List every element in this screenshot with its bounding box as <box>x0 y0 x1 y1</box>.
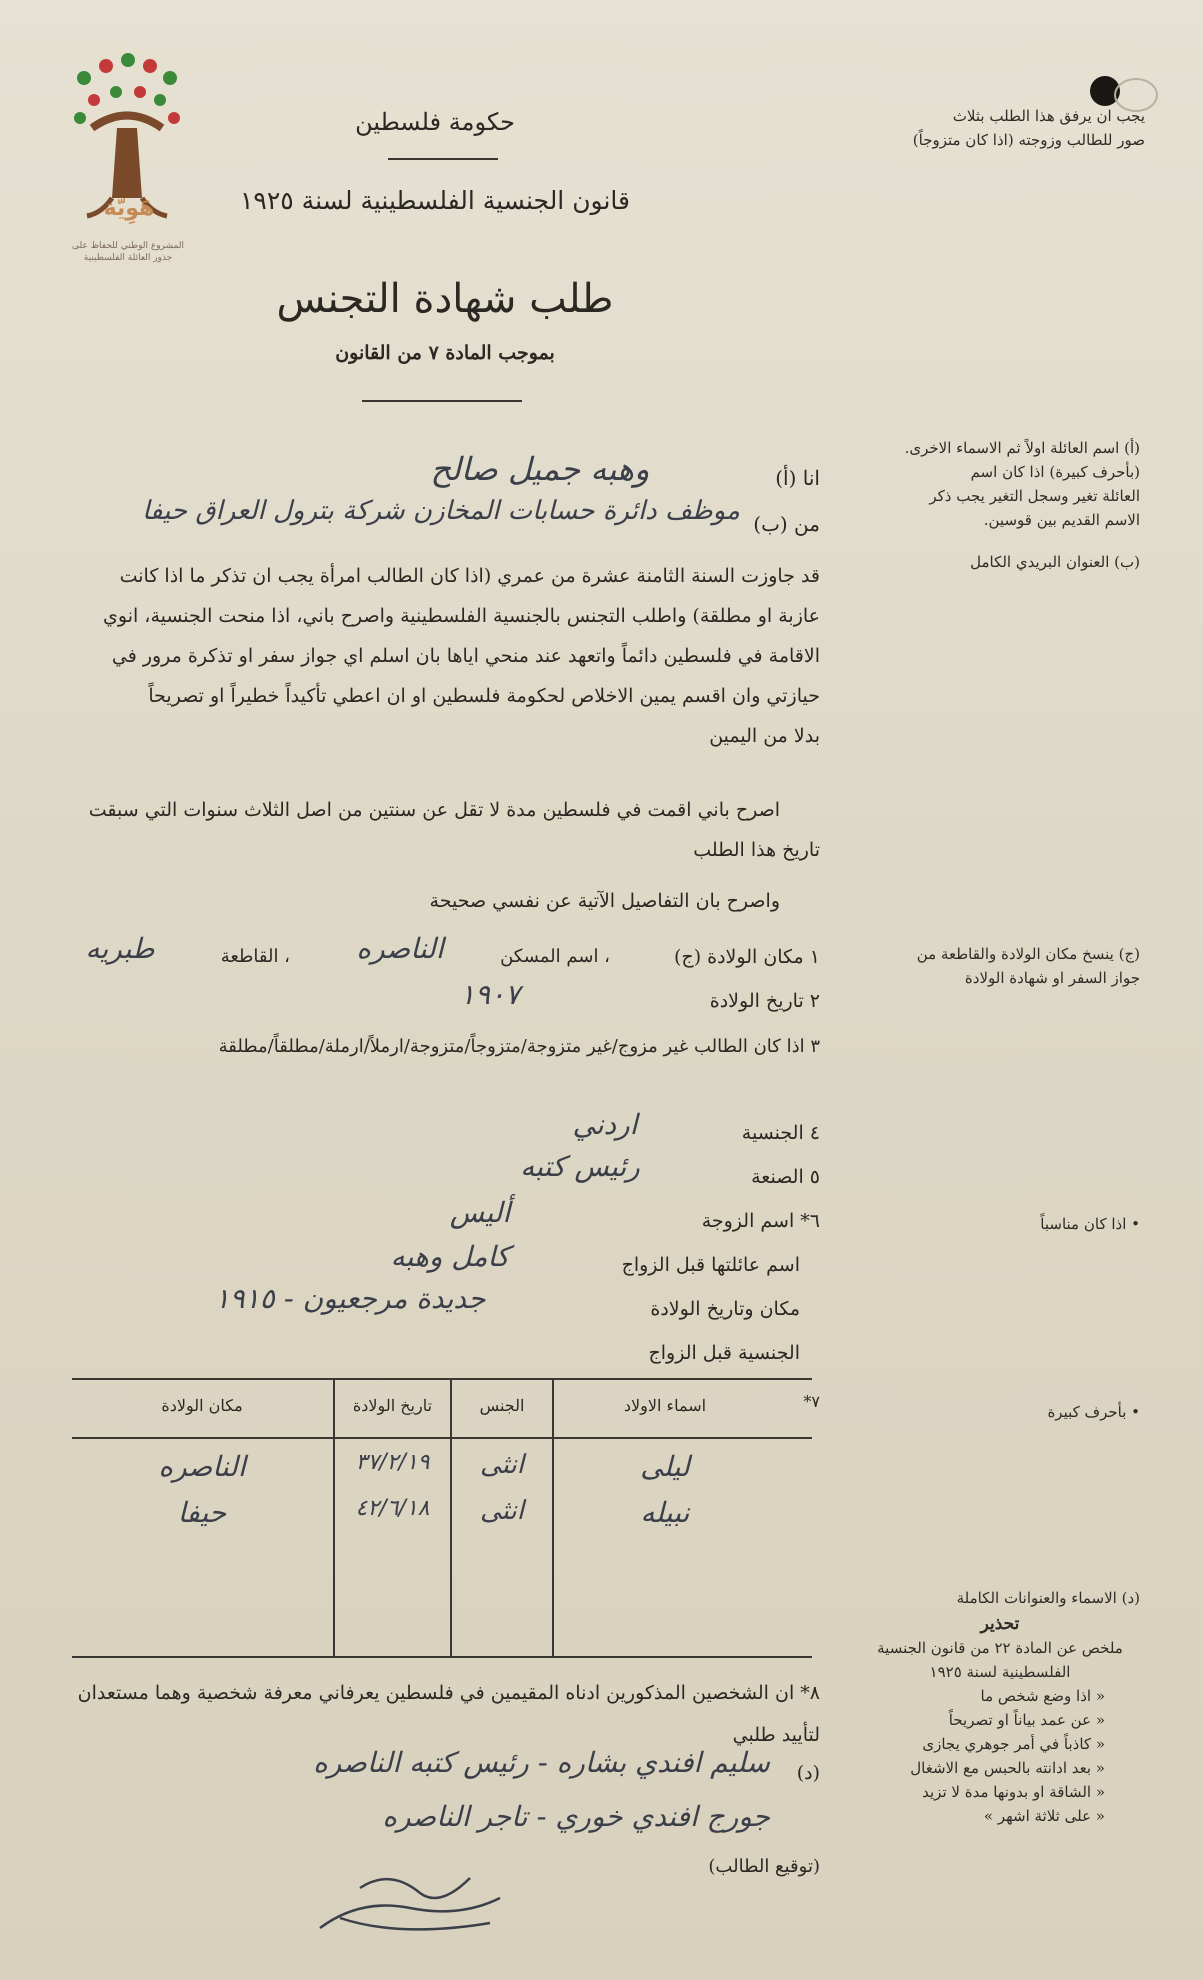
hawiya-logo <box>62 48 192 268</box>
item1-town-value: الناصره <box>356 932 444 965</box>
government-heading: حكومة فلسطين <box>355 108 515 136</box>
table-header-rule <box>72 1437 812 1439</box>
header-rule-2 <box>362 400 522 402</box>
th-sex: الجنس <box>479 1396 525 1415</box>
logo-wordmark: هَوِيّة <box>103 196 155 221</box>
child2-place: حيفا <box>177 1496 227 1529</box>
note-c: (ج) ينسخ مكان الولادة والقاطعة من جواز السفر او شهادة الولادة <box>916 945 1140 987</box>
child1-place: الناصره <box>158 1450 246 1483</box>
item4-label: ٤ الجنسية <box>741 1122 820 1144</box>
note-caps: • بأحرف كبيرة <box>1047 1403 1140 1421</box>
law-heading: قانون الجنسية الفلسطينية لسنة ١٩٢٥ <box>240 186 630 215</box>
wife-birth-label: مكان وتاريخ الولادة <box>650 1298 800 1320</box>
item1-district-value: طبريه <box>85 932 155 965</box>
child2-sex: انثى <box>480 1496 524 1526</box>
item5-value: رئيس كتبه <box>520 1150 640 1183</box>
note-a: (أ) اسم العائلة اولاً ثم الاسماء الاخرى. (بأحرف كبيرة) اذا كان اسم العائلة تغير وسجل التغير يجب ذكر الاسم القديم بين قوسين. <box>904 439 1140 529</box>
item1-label: ١ مكان الولادة (ج) <box>674 946 820 968</box>
item1-town-label: ، اسم المسكن <box>500 946 610 967</box>
wife-nationality-label: الجنسية قبل الزواج <box>648 1342 800 1364</box>
details-intro: واصرح بان التفاصيل الآتية عن نفسي صحيحة <box>429 890 780 912</box>
residence-paragraph: اصرح باني اقمت في فلسطين مدة لا تقل عن سنتين من اصل الثلاث سنوات التي سبقت تاريخ هذا الطلب <box>88 799 820 861</box>
th-child-name: اسماء الاولاد <box>623 1396 707 1415</box>
line-a-value: وهبه جميل صالح <box>430 450 650 488</box>
photos-note: يجب ان يرفق هذا الطلب بثلاث صور للطالب وزوجته (اذا كان متزوجاً) <box>912 107 1145 149</box>
referee-2: جورج افندي خوري - تاجر الناصره <box>382 1800 770 1833</box>
note-d: (د) الاسماء والعنوانات الكاملة <box>956 1589 1140 1607</box>
declaration-paragraph: قد جاوزت السنة الثامنة عشرة من عمري (اذا كان الطالب امرأة يجب ان تذكر ما اذا كانت عازبة او مطلقة) واطلب التجنس بالجنسية الفلسطينية واصرح باني، اذا منحت الجنسية، انوي الاقامة في فلسطين دائماً واتعهد عند منحي اياها بان اسلم اي جواز سفر او تذكرة مرور في حيازتي وان اقسم يمين الاخلاص لحكومة فلسطين او ان اعطي تأكيداً خطيراً او تصريحاً بدلا من اليمين <box>103 565 820 747</box>
wife-family-value: كامل وهبه <box>390 1240 510 1273</box>
item2-label: ٢ تاريخ الولادة <box>709 990 820 1012</box>
item8-paragraph: ٨* ان الشخصين المذكورين ادناه المقيمين في فلسطين يعرفاني معرفة شخصية وهما مستعدان لتأييد طلبي <box>77 1682 820 1746</box>
note-b: (ب) العنوان البريدي الكامل <box>970 553 1140 571</box>
form-subtitle: بموجب المادة ٧ من القانون <box>335 342 555 364</box>
applicant-signature <box>300 1848 520 1948</box>
child1-sex: انثى <box>480 1450 524 1480</box>
child2-name: نبيله <box>640 1496 690 1529</box>
child1-date: ٣٧/٢/١٩ <box>355 1450 430 1475</box>
child2-date: ٤٢/٦/١٨ <box>355 1496 430 1521</box>
table-row <box>72 1450 812 1500</box>
table-top-rule <box>72 1378 812 1380</box>
line-b-value: موظف دائرة حسابات المخازن شركة بترول العراق حيفا <box>142 496 740 526</box>
wife-birth-value: جديدة مرجعيون - ١٩١٥ <box>214 1282 486 1315</box>
line-b-label: من (ب) <box>753 512 820 536</box>
logo-caption: المشروع الوطني للحفاظ على جذور العائلة الفلسطينية <box>71 241 184 263</box>
referee-label: (د) <box>796 1762 820 1784</box>
item4-value: اردني <box>572 1108 638 1141</box>
item6-label: ٦* اسم الزوجة <box>701 1210 820 1232</box>
line-a-label: انا (أ) <box>775 466 820 490</box>
item3-label: ٣ اذا كان الطالب غير مزوج/غير متزوجة/متزوجاً/متزوجة/ارملاً/ارملة/مطلقاً/مطلقة <box>218 1036 820 1057</box>
item5-label: ٥ الصنعة <box>751 1166 820 1188</box>
table-bottom-rule <box>72 1656 812 1658</box>
referee-1: سليم افندي بشاره - رئيس كتبه الناصره <box>313 1746 770 1779</box>
table-item-number: ٧* <box>803 1392 820 1411</box>
child1-name: ليلى <box>640 1450 690 1483</box>
warning-title: تحذير <box>980 1614 1020 1634</box>
th-birth-date: تاريخ الولادة <box>352 1396 433 1415</box>
wife-family-label: اسم عائلتها قبل الزواج <box>621 1254 800 1276</box>
form-title: طلب شهادة التجنس <box>276 276 614 322</box>
note-star: • اذا كان مناسباً <box>1040 1215 1140 1233</box>
item1-district-label: ، القاطعة <box>220 946 290 967</box>
item2-value: ١٩٠٧ <box>459 978 521 1011</box>
table-row <box>72 1496 812 1546</box>
warning-block: تحذير ملخص عن المادة ٢٢ من قانون الجنسية الفلسطينية لسنة ١٩٢٥ « اذا وضع شخص ما « عن عمد بياناً او تصريحاً « كاذباً في أمر جوهري يجازى « بعد ادانته بالحبس مع الاشغال « الشاقة او بدونها مدة لا تزيد « على ثلاثة اشهر » <box>855 1612 1145 1828</box>
item6-value: أليس <box>449 1196 511 1229</box>
signature-label: (توقيع الطالب) <box>708 1856 820 1877</box>
header-rule-1 <box>388 158 498 160</box>
th-birth-place: مكان الولادة <box>161 1396 243 1415</box>
